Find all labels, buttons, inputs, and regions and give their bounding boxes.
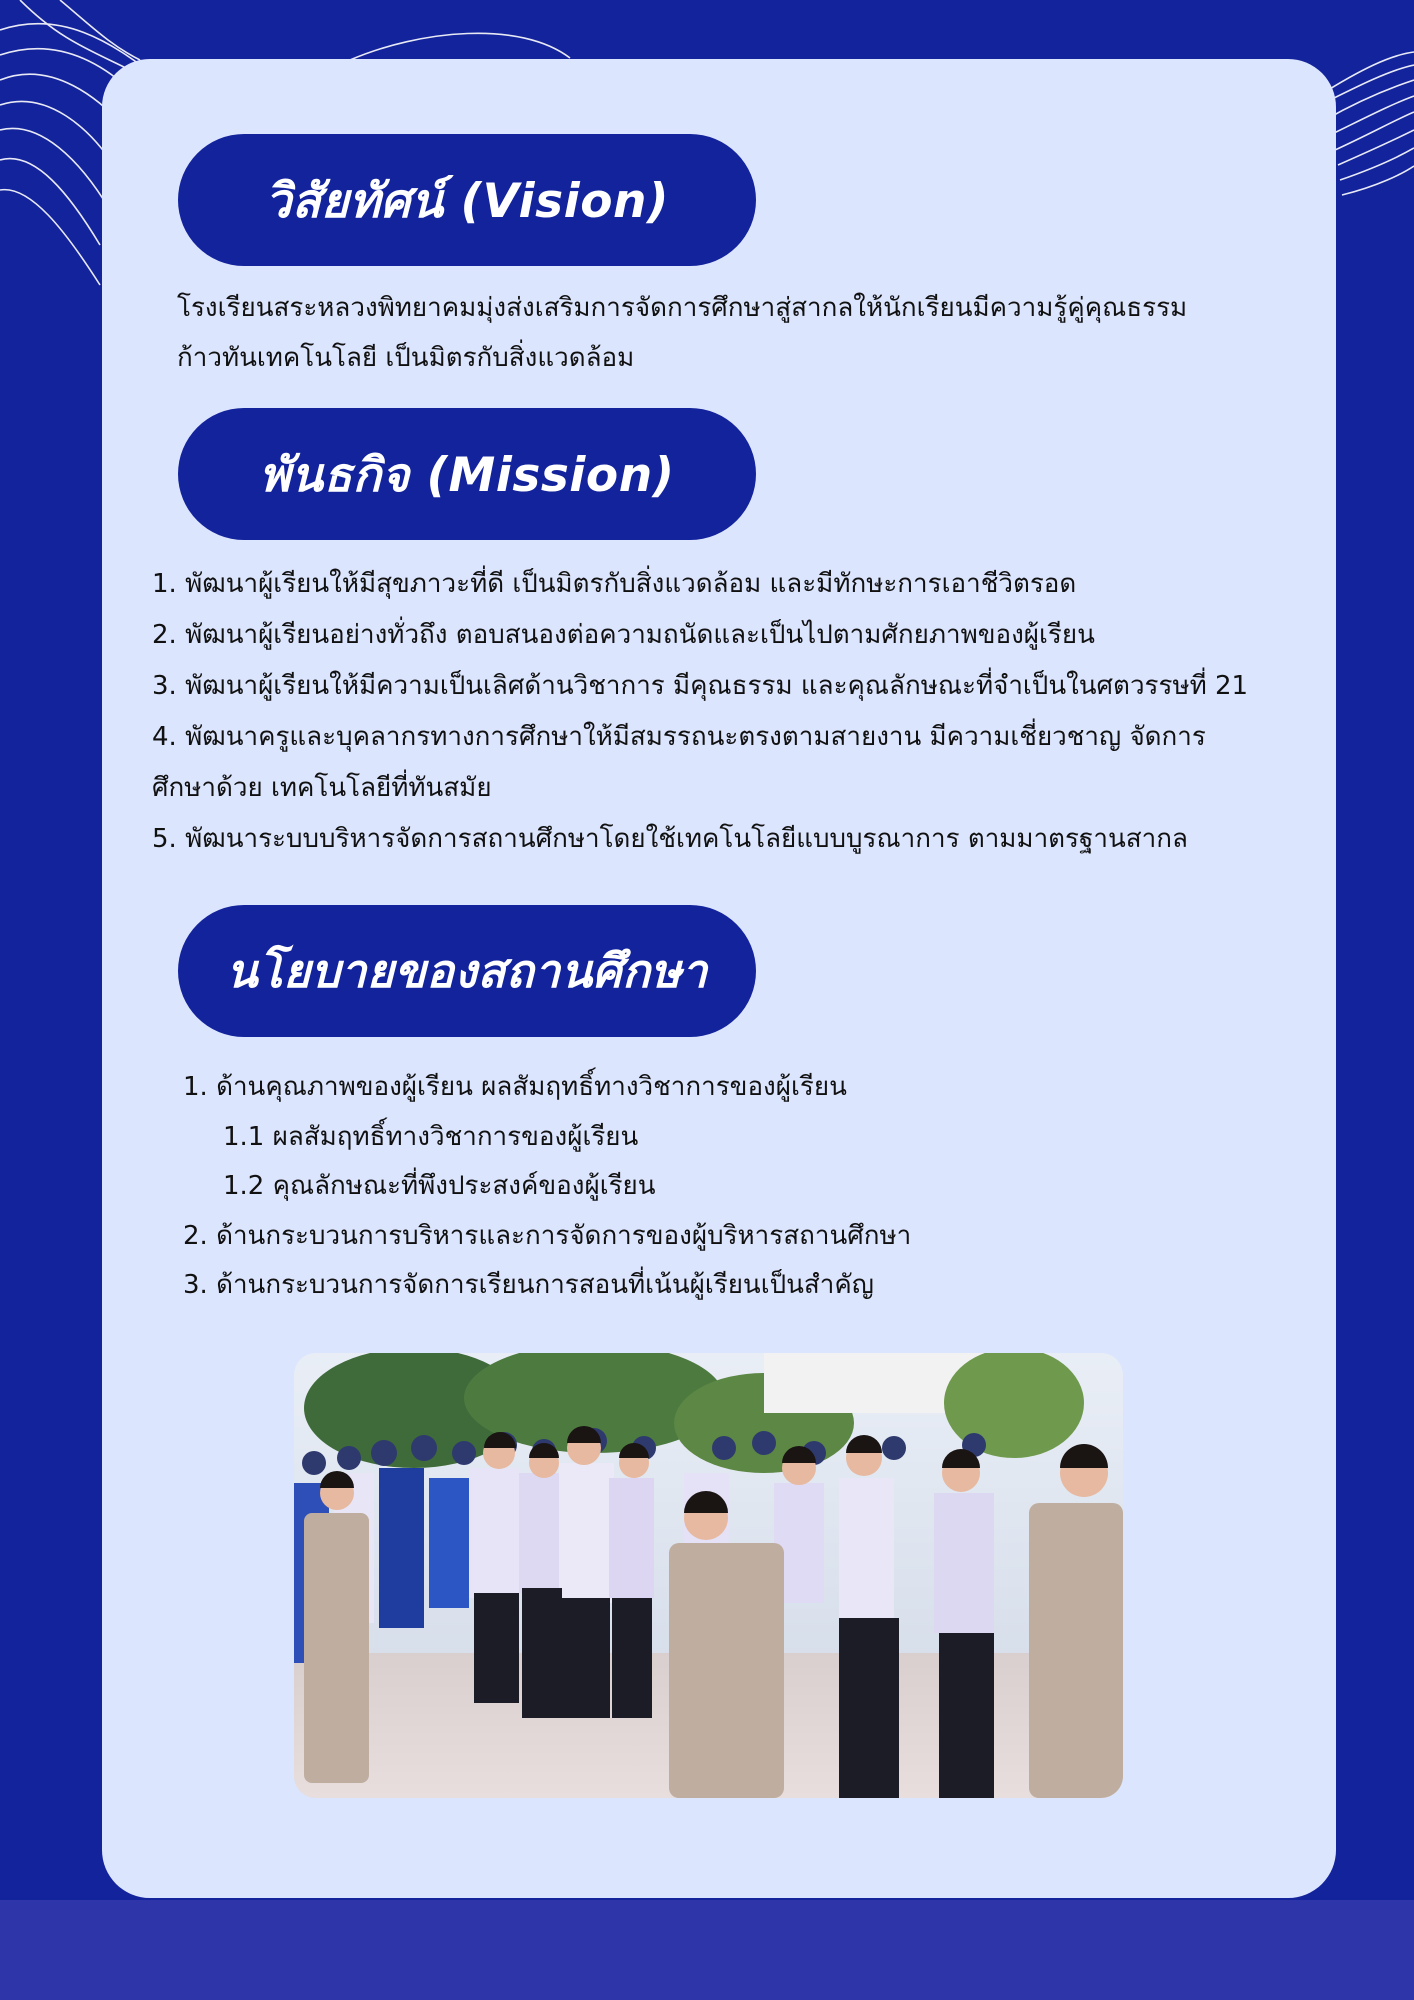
vision-heading: วิสัยทัศน์ (Vision) [178,134,756,266]
policy-item: 3. ด้านกระบวนการจัดการเรียนการสอนที่เน้นผู้เรียนเป็นสำคัญ [183,1270,874,1300]
mission-item: 3. พัฒนาผู้เรียนให้มีความเป็นเลิศด้านวิชาการ มีคุณธรรม และคุณลักษณะที่จำเป็นในศตวรรษที่ 21 [152,671,1249,701]
footer-band [0,1900,1414,2000]
students-group-photo [294,1353,1123,1798]
policy-heading: นโยบายของสถานศึกษา [178,905,756,1037]
policy-item: 1. ด้านคุณภาพของผู้เรียน ผลสัมฤทธิ์ทางวิชาการของผู้เรียน [183,1072,847,1102]
content-card [102,59,1336,1898]
mission-item: 4. พัฒนาครูและบุคลากรทางการศึกษาให้มีสมรรถนะตรงตามสายงาน มีความเชี่ยวชาญ จัดการ [152,722,1206,752]
vision-line: ก้าวทันเทคโนโลยี เป็นมิตรกับสิ่งแวดล้อม [177,343,635,373]
policy-item: 2. ด้านกระบวนการบริหารและการจัดการของผู้บริหารสถานศึกษา [183,1220,912,1251]
mission-heading: พันธกิจ (Mission) [178,408,756,540]
mission-item: 5. พัฒนาระบบบริหารจัดการสถานศึกษาโดยใช้เทคโนโลยีแบบบูรณาการ ตามมาตรฐานสากล [152,824,1188,854]
group-photo-icon [294,1353,1123,1798]
policy-subitem: 1.1 ผลสัมฤทธิ์ทางวิชาการของผู้เรียน [223,1121,639,1152]
vision-line: โรงเรียนสระหลวงพิทยาคมมุ่งส่งเสริมการจัดการศึกษาสู่สากลให้นักเรียนมีความรู้คู่คุณธรรม [177,293,1188,323]
policy-list [183,1062,911,1310]
policy-subitem: 1.2 คุณลักษณะที่พึงประสงค์ของผู้เรียน [223,1171,656,1201]
mission-item-continued: ศึกษาด้วย เทคโนโลยีที่ทันสมัย [152,773,492,803]
mission-item: 1. พัฒนาผู้เรียนให้มีสุขภาวะที่ดี เป็นมิตรกับสิ่งแวดล้อม และมีทักษะการเอาชีวิตรอด [152,569,1077,599]
vision-text [177,283,1187,383]
mission-item: 2. พัฒนาผู้เรียนอย่างทั่วถึง ตอบสนองต่อความถนัดและเป็นไปตามศักยภาพของผู้เรียน [152,620,1095,650]
mission-list [152,559,1327,865]
